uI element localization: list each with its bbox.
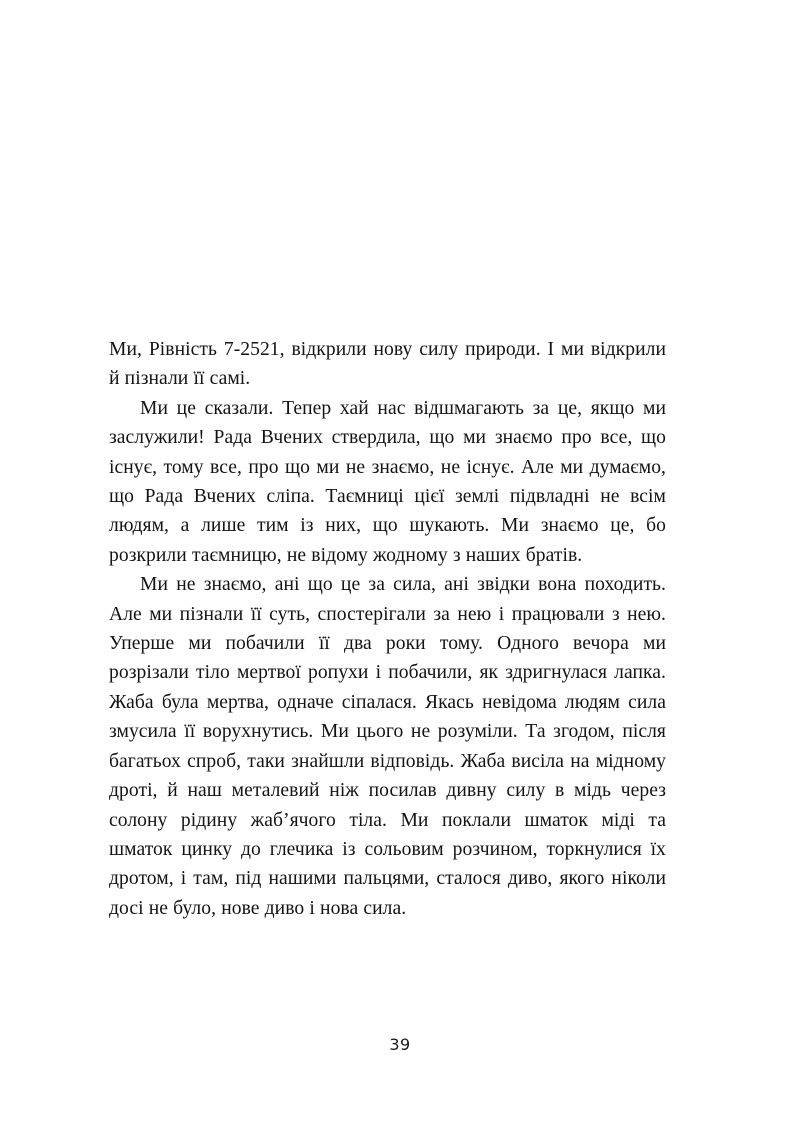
paragraph-1: Ми, Рівність 7-2521, відкрили нову силу природи. І ми відкрили й пізнали її самі. [109, 339, 666, 390]
page-text-block [109, 335, 666, 923]
paragraph-2: Ми це сказали. Тепер хай нас відшмагають за це, якщо ми заслужили! Рада Вчених ствердила, що ми знаємо про все, що існує, тому все, про що ми не знаємо, не існує. Але ми думаємо, що Рада Вчених сліпа. Таємниці цієї землі підвладні не всім людям, а лише тим із них, що шукають. Ми знаємо це, бо розкрили таємницю, не відому жодному з наших братів. [109, 397, 666, 566]
page-number: 39 [389, 1035, 411, 1054]
paragraph-3: Ми не знаємо, ані що це за сила, ані звідки вона походить. Але ми пізнали її суть, спостерігали за нею і працювали з нею. Уперше ми побачили її два роки тому. Одного вечора ми розрізали тіло мертвої ропухи і побачили, як здригнулася лапка. Жаба була мертва, одначе сіпалася. Якась невідома людям сила змусила її ворухнутись. Ми цього не розуміли. Та згодом, після багатьох спроб, таки знайшли відповідь. Жаба висіла на мідному дроті, й наш металевий ніж посилав дивну силу в мідь через солону рідину жаб’ячого тіла. Ми поклали шматок міді та шматок цинку до глечика із сольовим розчином, торкнулися їх дротом, і там, під нашими пальцями, сталося диво, якого ніколи досі не було, нове диво і нова сила. [109, 574, 666, 919]
